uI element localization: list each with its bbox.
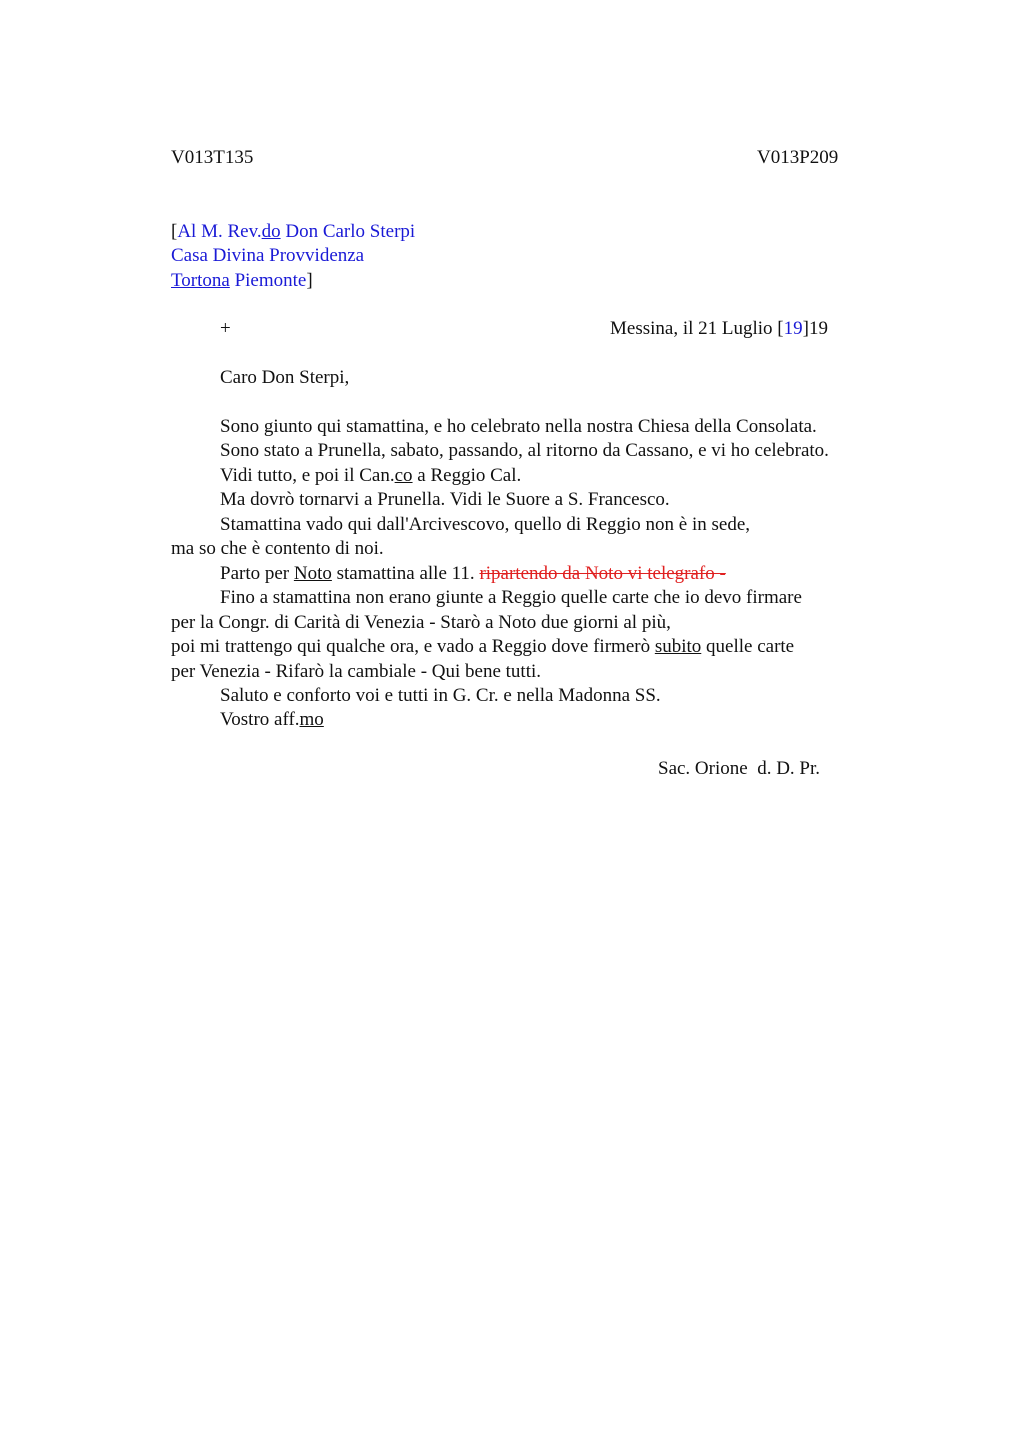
signature: Sac. Orione d. D. Pr. [658,758,821,779]
underlined-word: subito [654,636,702,657]
document-code-left: V013T135 [171,147,254,168]
place-date [610,317,828,341]
address-open-bracket: [ [171,221,178,242]
deleted-text: ripartendo da Noto vi telegrafo - [479,563,726,584]
body-text: poi mi trattengo qui qualche ora, e vado a Reggio dove firmerò [171,636,655,657]
abbrev-superscript: mo [299,709,324,730]
body-line: per la Congr. di Carità di Venezia - Starò a Noto due giorni al più, [171,612,671,633]
body-text: Parto per [220,563,294,584]
closing-line [220,708,324,732]
body-line: Sono stato a Prunella, sabato, passando, al ritorno da Cassano, e vi ho celebrato. [220,440,829,461]
body-line [220,562,726,586]
body-line: Saluto e conforto voi e tutti in G. Cr. e nella Madonna SS. [220,685,661,706]
closing-text: Vostro aff. [220,709,300,730]
body-line: Sono giunto qui stamattina, e ho celebrato nella nostra Chiesa della Consolata. [220,416,817,437]
cross-symbol: + [220,318,231,339]
year-editorial: 19 [783,318,803,339]
body-text: stamattina alle 11. [331,563,480,584]
underlined-word: Noto [293,563,332,584]
address-city: Tortona [171,270,230,291]
abbrev-superscript: co [394,465,413,486]
address-line-3 [171,269,313,293]
body-line: per Venezia - Rifarò la cambiale - Qui bene tutti. [171,661,541,682]
address-line-2: Casa Divina Provvidenza [171,245,365,266]
body-line: Ma dovrò tornarvi a Prunella. Vidi le Suore a S. Francesco. [220,489,670,510]
body-line [171,635,794,659]
address-title-abbrev: do [261,221,281,242]
body-text: quelle carte [701,636,795,657]
body-text: a Reggio Cal. [412,465,522,486]
address-recipient-title: Al M. Rev. [177,221,262,242]
salutation: Caro Don Sterpi, [220,367,350,388]
body-text: Vidi tutto, e poi il Can. [220,465,395,486]
body-line [220,464,521,488]
body-line: Fino a stamattina non erano giunte a Reggio quelle carte che io devo firmare [220,587,802,608]
year-tail: ]19 [802,318,828,339]
address-close-bracket: ] [306,270,313,291]
body-line: ma so che è contento di noi. [171,538,384,559]
address-line-1 [171,220,415,244]
document-code-right: V013P209 [757,147,839,168]
address-recipient-name: Don Carlo Sterpi [280,221,416,242]
body-line: Stamattina vado qui dall'Arcivescovo, quello di Reggio non è in sede, [220,514,751,535]
place-date-text: Messina, il 21 Luglio [ [610,318,784,339]
address-region: Piemonte [229,270,307,291]
